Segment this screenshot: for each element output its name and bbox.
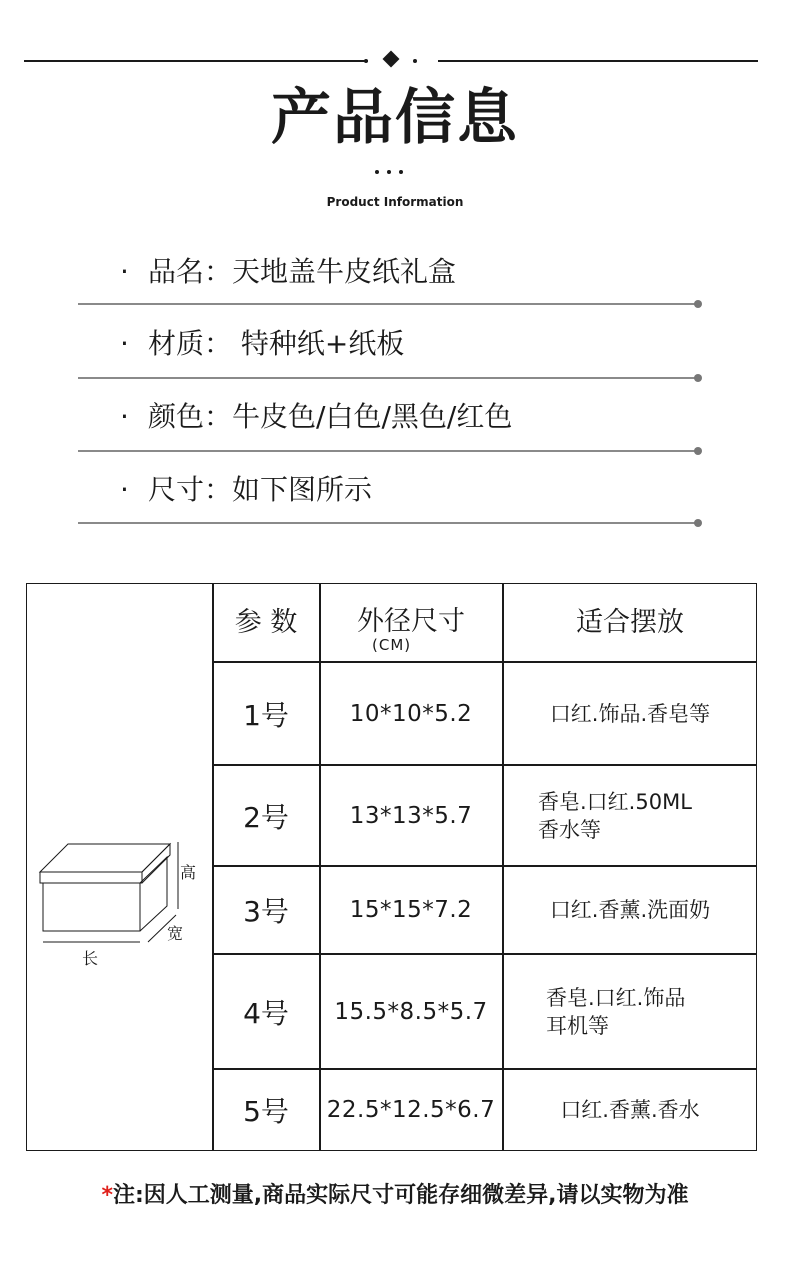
info-label: 尺寸：: [148, 473, 233, 506]
separator-dot: [694, 374, 702, 382]
info-row-name: [120, 254, 456, 290]
bullet: ·: [120, 255, 129, 288]
row-number: 1号: [243, 698, 289, 732]
separator-line: [78, 522, 698, 524]
page-subtitle: Product Information: [326, 195, 464, 209]
row-use-line: 口红.香薰.香水: [560, 1098, 700, 1122]
info-label: 材质：: [148, 327, 233, 360]
row-use: [503, 663, 757, 764]
separator-line: [78, 450, 698, 452]
info-row-material: [120, 326, 404, 362]
row-size: 15*15*7.2: [349, 897, 473, 923]
row-size: 22.5*12.5*6.7: [326, 1097, 496, 1123]
row-use-line: 香水等: [538, 817, 601, 842]
header-left-rule: [24, 60, 368, 62]
title-dot-2: [387, 170, 391, 174]
note-star: *: [101, 1183, 113, 1208]
row-size: 15.5*8.5*5.7: [334, 998, 488, 1025]
bullet: ·: [120, 327, 129, 360]
header-diamond-icon: [383, 51, 400, 68]
bullet: ·: [120, 473, 129, 506]
separator-dot: [694, 300, 702, 308]
header-dot-left: [364, 59, 368, 63]
row-use: [503, 867, 757, 953]
info-row-color: [120, 399, 512, 435]
title-dot-1: [375, 170, 379, 174]
title-dot-3: [399, 170, 403, 174]
row-use-line: 口红.饰品.香皂等: [549, 701, 711, 726]
row-use: [538, 766, 757, 865]
page-title: 产品信息: [271, 83, 519, 153]
row-use-line: 香皂.口红.饰品: [546, 985, 686, 1010]
row-size: 10*10*5.2: [349, 700, 473, 727]
header-right-rule: [438, 60, 758, 62]
info-value: 特种纸+纸板: [232, 327, 405, 360]
header-dot-right: [413, 59, 417, 63]
row-use: [546, 955, 757, 1068]
length-label: 长: [82, 949, 99, 968]
info-row-size: [120, 472, 372, 508]
separator-dot: [694, 447, 702, 455]
info-label: 颜色：: [148, 400, 233, 433]
header-use: 适合摆放: [576, 606, 684, 638]
header-size: 外径尺寸: [357, 605, 465, 637]
measurement-note: [0, 1180, 790, 1212]
info-value: 如下图所示: [232, 473, 373, 506]
separator-line: [78, 303, 698, 305]
width-label: 宽: [167, 924, 184, 943]
info-label: 品名：: [148, 255, 233, 288]
header-unit: (CM): [372, 636, 412, 654]
header-param: 参 数: [234, 606, 298, 638]
row-use-line: 香皂.口红.50ML: [538, 789, 692, 814]
note-text: 注:因人工测量,商品实际尺寸可能存细微差异,请以实物为准: [113, 1183, 689, 1208]
row-use-line: 口红.香薰.洗面奶: [549, 898, 711, 922]
row-number: 3号: [243, 895, 289, 928]
row-number: 2号: [243, 800, 289, 834]
bullet: ·: [120, 400, 129, 433]
row-use: [503, 1070, 757, 1150]
row-number: 4号: [243, 996, 289, 1030]
separator-dot: [694, 519, 702, 527]
height-label: 高: [180, 863, 197, 882]
separator-line: [78, 377, 698, 379]
row-use-line: 耳机等: [546, 1013, 609, 1038]
row-number: 5号: [243, 1095, 289, 1128]
info-value: 牛皮色/白色/黑色/红色: [232, 400, 513, 433]
row-size: 13*13*5.7: [349, 802, 473, 829]
info-value: 天地盖牛皮纸礼盒: [232, 255, 457, 288]
